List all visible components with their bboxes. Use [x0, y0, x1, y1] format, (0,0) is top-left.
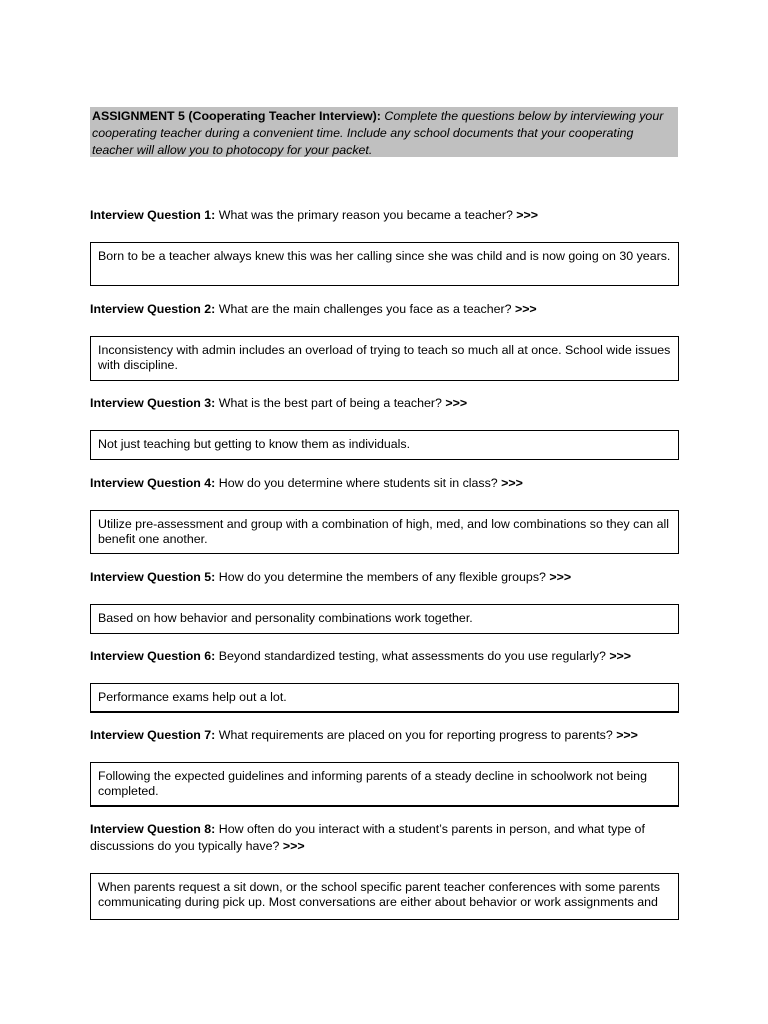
- question-label: Interview Question 7:: [90, 728, 216, 742]
- question-label: Interview Question 8:: [90, 822, 216, 836]
- question-label: Interview Question 2:: [90, 302, 216, 316]
- question-arrow: >>>: [616, 728, 638, 742]
- interview-question-6: [90, 648, 680, 665]
- answer-box-2: Inconsistency with admin includes an overload of trying to teach so much all at once. School wide issues with discipline.: [90, 336, 679, 381]
- interview-question-1: [90, 207, 680, 224]
- question-text: What requirements are placed on you for reporting progress to parents?: [218, 728, 613, 742]
- answer-box-7: Following the expected guidelines and informing parents of a steady decline in schoolwork not being completed.: [90, 762, 679, 807]
- answer-box-5: Based on how behavior and personality combinations work together.: [90, 604, 679, 634]
- assignment-instructions: Complete the questions below by interviewing your cooperating teacher during a convenient time. Include any school documents that your cooperating teacher will allow you to photocopy for your packet.: [92, 109, 664, 157]
- question-arrow: >>>: [501, 476, 523, 490]
- question-arrow: >>>: [516, 208, 539, 222]
- question-text: What are the main challenges you face as a teacher?: [218, 302, 512, 316]
- question-arrow: >>>: [609, 649, 632, 663]
- assignment-header: [90, 107, 678, 157]
- assignment-title: ASSIGNMENT 5 (Cooperating Teacher Interview):: [92, 109, 381, 123]
- answer-box-4: Utilize pre-assessment and group with a combination of high, med, and low combinations so they can all benefit one another.: [90, 510, 679, 554]
- answer-box-1: Born to be a teacher always knew this was her calling since she was child and is now going on 30 years.: [90, 242, 679, 286]
- question-label: Interview Question 6:: [90, 649, 216, 663]
- interview-question-3: [90, 395, 680, 412]
- question-text: What is the best part of being a teacher?: [218, 396, 442, 410]
- question-arrow: >>>: [549, 570, 572, 584]
- question-text: How do you determine where students sit in class?: [218, 476, 498, 490]
- answer-box-6: Performance exams help out a lot.: [90, 683, 679, 713]
- question-arrow: >>>: [282, 839, 305, 853]
- question-text: What was the primary reason you became a teacher?: [218, 208, 513, 222]
- question-arrow: >>>: [445, 396, 468, 410]
- question-text: How often do you interact with a student’s parents in person, and what type of discussions do you typically have?: [90, 822, 645, 853]
- question-label: Interview Question 4:: [90, 476, 216, 490]
- question-text: Beyond standardized testing, what assessments do you use regularly?: [218, 649, 606, 663]
- interview-question-5: [90, 569, 680, 586]
- question-label: Interview Question 3:: [90, 396, 216, 410]
- question-arrow: >>>: [514, 302, 537, 316]
- question-text: How do you determine the members of any flexible groups?: [218, 570, 546, 584]
- answer-box-8: When parents request a sit down, or the school specific parent teacher conferences with some parents communicating during pick up. Most conversations are either about behavior or work assignments and: [90, 873, 679, 920]
- interview-question-4: [90, 475, 680, 492]
- interview-question-7: [90, 727, 680, 744]
- question-label: Interview Question 5:: [90, 570, 216, 584]
- interview-question-2: [90, 301, 680, 318]
- interview-question-8: [90, 821, 680, 855]
- question-label: Interview Question 1:: [90, 208, 216, 222]
- answer-box-3: Not just teaching but getting to know them as individuals.: [90, 430, 679, 460]
